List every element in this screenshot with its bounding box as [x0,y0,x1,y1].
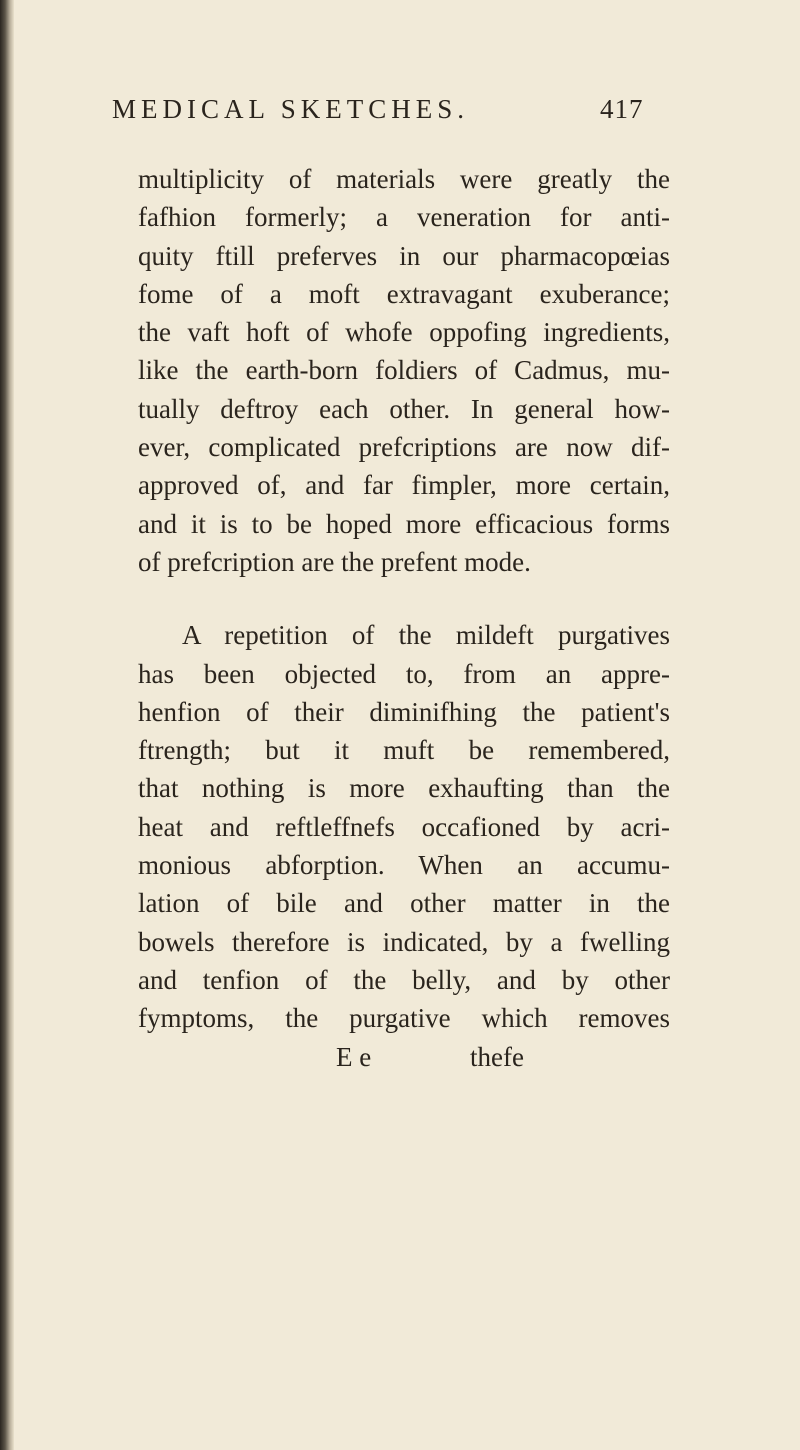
signature-mark: E e [336,1041,372,1072]
text-line: and it is to be hoped more efficacious forms [138,508,670,539]
text-line: that nothing is more exhaufting than the [138,773,670,804]
page-footer [138,1038,670,1076]
text-line: ftrength; but it muft be remembered, [138,735,670,766]
text-line: approved of, and far fimpler, more certain, [138,470,670,501]
text-line: heat and reftleffnefs occafioned by acri- [138,811,670,842]
text-line: quity ftill preferves in our pharmacopœias [138,240,670,271]
text-line: the vaft hoft of whofe oppofing ingredients, [138,317,670,348]
running-title: MEDICAL SKETCHES. [112,94,470,124]
text-line: like the earth-born foldiers of Cadmus, mu- [138,355,670,386]
page-header [112,94,672,136]
text-line: multiplicity of materials were greatly the [138,164,670,194]
text-line: bowels therefore is indicated, by a fwelling [138,926,670,957]
text-line: monious abforption. When an accumu- [138,850,670,881]
paragraph-2 [138,616,670,1076]
text-line: fafhion formerly; a veneration for anti- [138,202,670,233]
text-line: henfion of their diminifhing the patient's [138,696,670,727]
text-line: lation of bile and other matter in the [138,888,670,919]
text-line: fome of a moft extravagant exuberance; [138,278,670,309]
text-line-last: of prefcription are the prefent mode. [138,546,531,577]
text-line: ever, complicated prefcriptions are now dif- [138,432,670,463]
paragraph-1 [138,160,670,581]
text-line-indented: A repetition of the mildeft purgatives [182,620,670,651]
text-line: tually deftroy each other. In general how- [138,393,670,424]
body-text [138,160,670,1076]
page-binding-edge [0,0,14,1450]
text-line: has been objected to, from an appre- [138,658,670,689]
text-line: and tenfion of the belly, and by other [138,964,670,995]
catchword: thefe [470,1041,524,1072]
page-number: 417 [600,94,644,124]
text-line: fymptoms, the purgative which removes [138,1003,670,1034]
